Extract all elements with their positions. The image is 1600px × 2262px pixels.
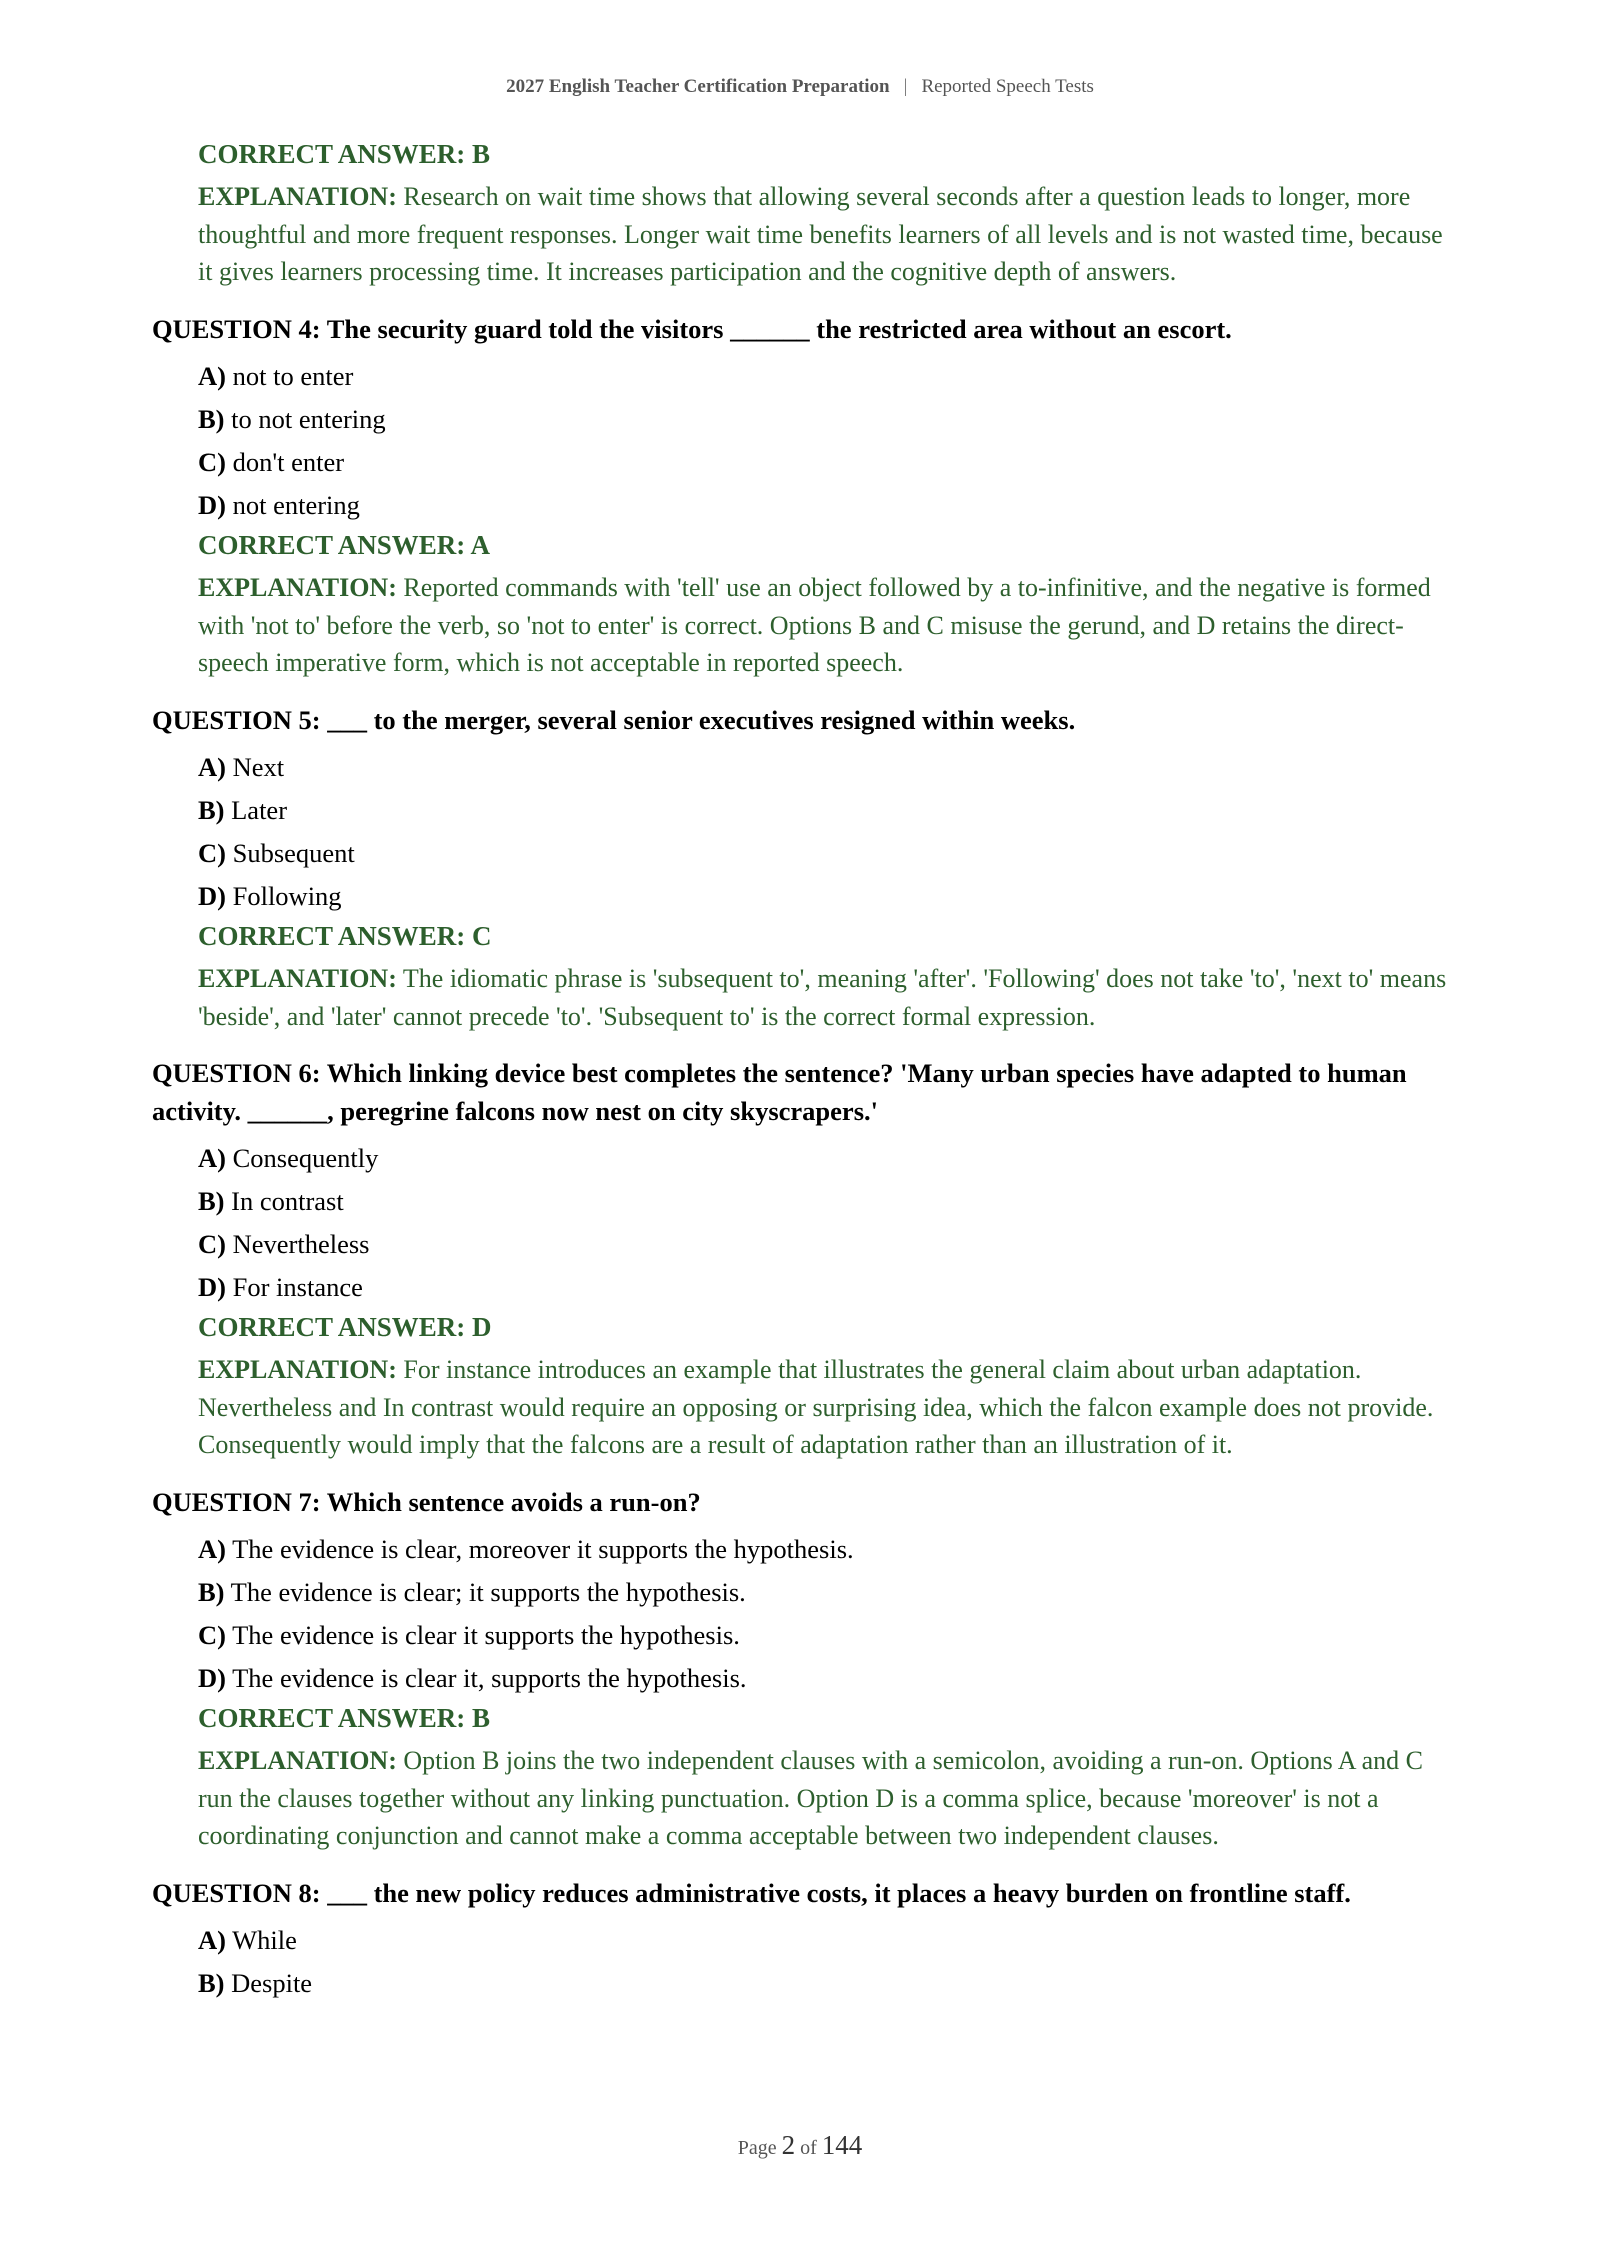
question-block-7 bbox=[152, 1484, 1452, 1855]
option-text: Nevertheless bbox=[232, 1229, 370, 1259]
option-letter: A) bbox=[198, 1534, 226, 1564]
option-letter: B) bbox=[198, 795, 225, 825]
question-text: QUESTION 7: Which sentence avoids a run-on? bbox=[152, 1486, 701, 1517]
option-c bbox=[198, 441, 1452, 484]
option-b bbox=[198, 398, 1452, 441]
option-letter: A) bbox=[198, 752, 226, 782]
previous-answer-block bbox=[198, 136, 1452, 291]
page-word: Page bbox=[737, 2137, 777, 2159]
options-list bbox=[198, 746, 1452, 918]
explanation bbox=[198, 1742, 1452, 1855]
question-block-4 bbox=[152, 311, 1452, 682]
explanation-text: Option B joins the two independent clauses with a semicolon, avoiding a run-on. Options A and C run the clauses together without any linking punctuation. Option D is a comma splice, because 'moreover' is not a coordinating conjunction and cannot make a comma acceptable between two independent clauses. bbox=[198, 1746, 1424, 1850]
option-text: Despite bbox=[231, 1968, 313, 1998]
explanation-label: EXPLANATION: bbox=[198, 1746, 397, 1775]
correct-answer: CORRECT ANSWER: A bbox=[198, 530, 491, 560]
explanation-text: The idiomatic phrase is 'subsequent to', meaning 'after'. 'Following' does not take 'to', 'next to' means 'beside', and 'later' cannot precede 'to'. 'Subsequent to' is the correct formal expression. bbox=[198, 964, 1447, 1031]
options-list bbox=[198, 1528, 1452, 1700]
option-text: Subsequent bbox=[232, 838, 355, 868]
option-letter: B) bbox=[198, 1186, 225, 1216]
option-a bbox=[198, 355, 1452, 398]
option-b bbox=[198, 1962, 1452, 2005]
answer-block bbox=[198, 918, 1452, 1035]
question-block-6 bbox=[152, 1055, 1452, 1464]
option-b bbox=[198, 1571, 1452, 1614]
option-letter: A) bbox=[198, 1925, 226, 1955]
option-letter: A) bbox=[198, 1143, 226, 1173]
answer-block bbox=[198, 1700, 1452, 1855]
question-block-8 bbox=[152, 1875, 1452, 2006]
option-c bbox=[198, 1223, 1452, 1266]
option-letter: C) bbox=[198, 838, 226, 868]
option-text: The evidence is clear it supports the hypothesis. bbox=[232, 1620, 740, 1650]
explanation bbox=[198, 960, 1452, 1035]
option-text: not to enter bbox=[232, 361, 354, 391]
explanation-text: Research on wait time shows that allowing several seconds after a question leads to longer, more thoughtful and more frequent responses. Longer wait time benefits learners of all levels and is not wasted time, because it gives learners processing time. It increases participation and the cognitive depth of answers. bbox=[198, 182, 1443, 286]
question-text: QUESTION 8: ___ the new policy reduces administrative costs, it places a heavy burden on frontline staff. bbox=[152, 1877, 1351, 1908]
question-block-5 bbox=[152, 702, 1452, 1036]
option-text: The evidence is clear, moreover it supports the hypothesis. bbox=[232, 1534, 854, 1564]
option-d bbox=[198, 484, 1452, 527]
options-list bbox=[198, 1919, 1452, 2005]
explanation-label: EXPLANATION: bbox=[198, 964, 397, 993]
option-c bbox=[198, 832, 1452, 875]
of-word: of bbox=[800, 2137, 817, 2159]
header-separator: | bbox=[903, 76, 908, 97]
option-d bbox=[198, 1657, 1452, 1700]
explanation bbox=[198, 178, 1452, 291]
option-text: Following bbox=[232, 881, 342, 911]
document-title: 2027 English Teacher Certification Preparation bbox=[506, 76, 890, 97]
option-d bbox=[198, 1266, 1452, 1309]
options-list bbox=[198, 355, 1452, 527]
explanation-label: EXPLANATION: bbox=[198, 1355, 397, 1384]
page-footer bbox=[0, 2130, 1600, 2161]
option-text: For instance bbox=[232, 1272, 363, 1302]
correct-answer: CORRECT ANSWER: C bbox=[198, 921, 492, 951]
option-letter: A) bbox=[198, 361, 226, 391]
option-letter: D) bbox=[198, 881, 226, 911]
explanation-text: For instance introduces an example that illustrates the general claim about urban adaptation. Nevertheless and In contrast would require an opposing or surprising idea, which the falcon example does not provide. Consequently would imply that the falcons are a result of adaptation rather than an illustration of it. bbox=[198, 1355, 1434, 1459]
option-text: Next bbox=[232, 752, 285, 782]
explanation-text: Reported commands with 'tell' use an object followed by a to-infinitive, and the negative is formed with 'not to' before the verb, so 'not to enter' is correct. Options B and C misuse the gerund, and D retains the direct-speech imperative form, which is not acceptable in reported speech. bbox=[198, 573, 1431, 677]
page-content bbox=[152, 136, 1452, 2005]
option-letter: C) bbox=[198, 1229, 226, 1259]
option-text: The evidence is clear it, supports the hypothesis. bbox=[232, 1663, 747, 1693]
document-subtitle: Reported Speech Tests bbox=[921, 76, 1094, 97]
option-a bbox=[198, 746, 1452, 789]
option-letter: C) bbox=[198, 447, 226, 477]
option-text: The evidence is clear; it supports the hypothesis. bbox=[230, 1577, 746, 1607]
option-letter: B) bbox=[198, 404, 225, 434]
options-list bbox=[198, 1137, 1452, 1309]
option-b bbox=[198, 789, 1452, 832]
explanation-label: EXPLANATION: bbox=[198, 573, 397, 602]
option-text: In contrast bbox=[231, 1186, 344, 1216]
correct-answer: CORRECT ANSWER: B bbox=[198, 1703, 491, 1733]
page-number: 2 bbox=[781, 2130, 796, 2160]
option-letter: D) bbox=[198, 490, 226, 520]
option-a bbox=[198, 1919, 1452, 1962]
page-header bbox=[0, 76, 1600, 98]
question-text: QUESTION 5: ___ to the merger, several senior executives resigned within weeks. bbox=[152, 704, 1076, 735]
option-letter: D) bbox=[198, 1663, 226, 1693]
explanation-label: EXPLANATION: bbox=[198, 182, 397, 211]
correct-answer: CORRECT ANSWER: D bbox=[198, 1312, 492, 1342]
total-pages: 144 bbox=[821, 2130, 863, 2160]
option-text: Consequently bbox=[232, 1143, 379, 1173]
option-d bbox=[198, 875, 1452, 918]
option-text: don't enter bbox=[232, 447, 345, 477]
option-a bbox=[198, 1528, 1452, 1571]
option-letter: C) bbox=[198, 1620, 226, 1650]
correct-answer: CORRECT ANSWER: B bbox=[198, 139, 491, 169]
option-text: While bbox=[232, 1925, 297, 1955]
option-text: to not entering bbox=[231, 404, 386, 434]
question-text: QUESTION 6: Which linking device best completes the sentence? 'Many urban species have adapted to human activity. ______, peregrine falcons now nest on city skyscrapers.' bbox=[152, 1058, 1407, 1126]
answer-block bbox=[198, 1309, 1452, 1464]
explanation bbox=[198, 569, 1452, 682]
option-c bbox=[198, 1614, 1452, 1657]
explanation bbox=[198, 1351, 1452, 1464]
option-letter: B) bbox=[198, 1577, 225, 1607]
option-text: not entering bbox=[232, 490, 360, 520]
option-letter: D) bbox=[198, 1272, 226, 1302]
question-text: QUESTION 4: The security guard told the visitors ______ the restricted area without an escort. bbox=[152, 313, 1232, 344]
answer-block bbox=[198, 527, 1452, 682]
option-text: Later bbox=[231, 795, 288, 825]
option-a bbox=[198, 1137, 1452, 1180]
option-b bbox=[198, 1180, 1452, 1223]
option-letter: B) bbox=[198, 1968, 225, 1998]
